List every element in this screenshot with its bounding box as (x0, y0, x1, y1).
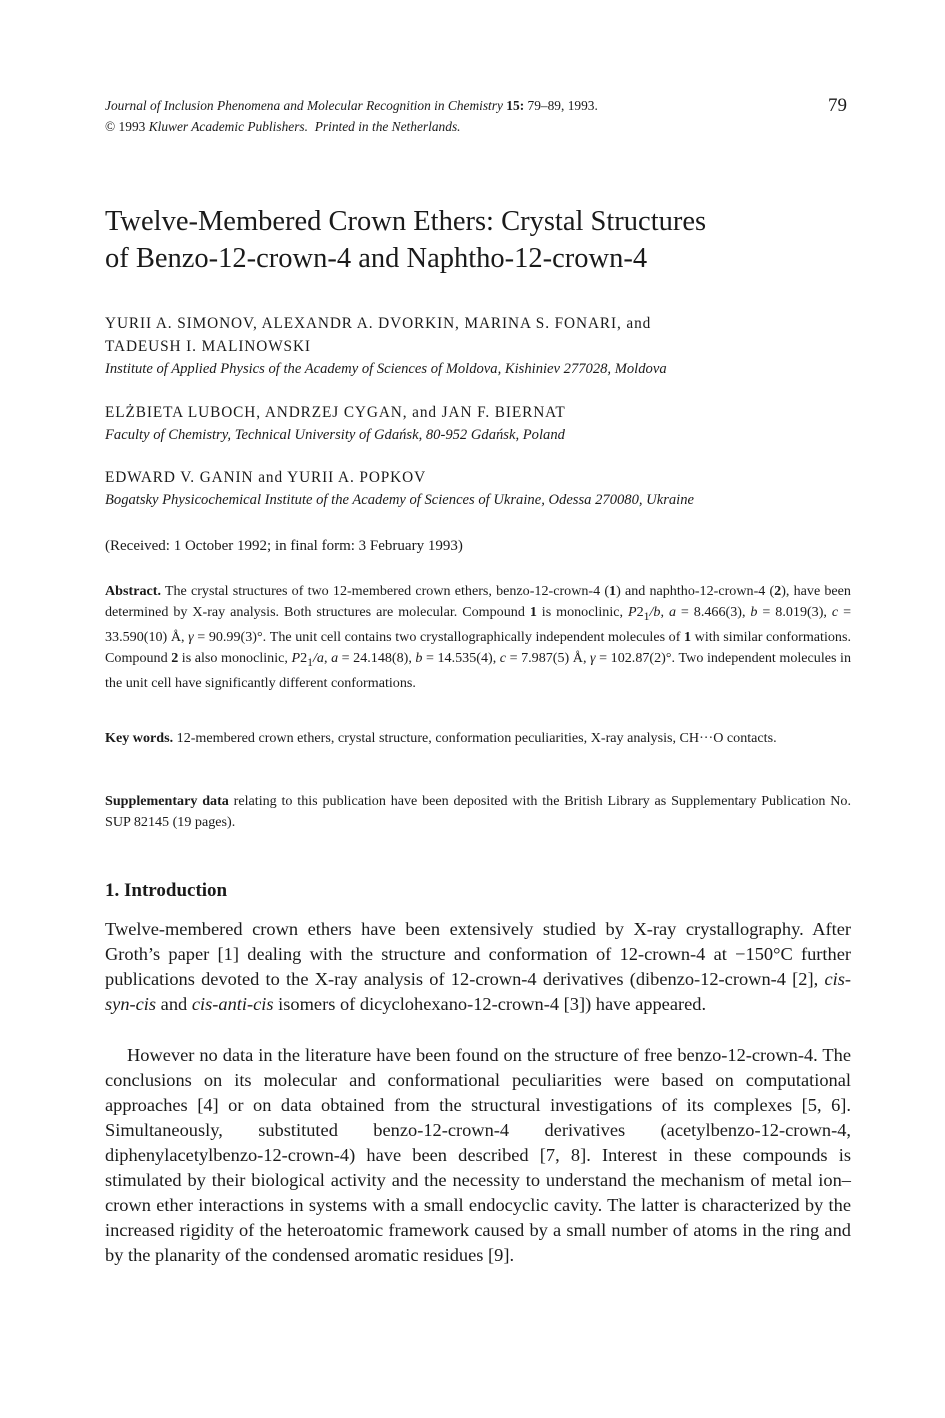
author-names-line: TADEUSH I. MALINOWSKI (105, 338, 311, 355)
abstract-text: with similar conformations. Compound (105, 628, 851, 666)
space-group-subscript: 1 (307, 655, 314, 669)
abstract (105, 581, 851, 694)
cell-parameter-symbol: γ (590, 649, 596, 666)
paragraph-text: and (156, 994, 192, 1014)
author-names: EDWARD V. GANIN and YURII A. POPKOV (105, 469, 427, 486)
space-group-symbol: P (291, 649, 301, 666)
paper-title (105, 203, 865, 277)
cell-parameter-symbol: b (750, 604, 758, 620)
compound-number: 1 (609, 583, 617, 599)
received-dates: (Received: 1 October 1992; in final form: 3 February 1993) (105, 538, 463, 554)
author-names-line: YURII A. SIMONOV, ALEXANDR A. DVORKIN, MARINA S. FONARI, and (105, 315, 652, 332)
title-line-1: Twelve-Membered Crown Ethers: Crystal Structures (105, 206, 707, 237)
space-group-symbol: 2 (636, 604, 644, 620)
author-affiliation: Institute of Applied Physics of the Academy of Sciences of Moldova, Kishiniev 277028, Moldova (105, 361, 667, 377)
copyright-year: 1993 (118, 119, 146, 134)
author-affiliation: Bogatsky Physicochemical Institute of the Academy of Sciences of Ukraine, Odessa 270080, Ukraine (105, 492, 695, 508)
author-group-1 (105, 312, 865, 381)
publisher: Kluwer Academic Publishers. (148, 119, 308, 134)
space-group-symbol: P (627, 604, 637, 620)
abstract-text: = 14.535(4), (422, 649, 500, 666)
compound-number: 2 (774, 583, 782, 599)
author-names: ELŻBIETA LUBOCH, ANDRZEJ CYGAN, and JAN F. BIERNAT (105, 404, 566, 421)
isomer-name: cis-syn-cis (105, 969, 851, 1014)
intro-paragraph-1 (105, 917, 851, 1017)
compound-number: 1 (684, 628, 692, 645)
journal-header (105, 95, 598, 137)
space-group-subscript: 1 (643, 609, 650, 623)
abstract-text: ), have been determined by X-ray analysis. Both structures are molecular. Compound (105, 583, 851, 620)
abstract-text: = 102.87(2)°. Two independent molecules in the unit cell have significantly different conformations. (105, 649, 852, 691)
abstract-text: ) and naphtho-12-crown-4 ( (616, 583, 775, 599)
abstract-text: = 90.99(3)°. The unit cell contains two crystallographically independent molecules of (193, 628, 685, 645)
cell-parameter-symbol: γ (188, 628, 194, 645)
abstract-text: The crystal structures of two 12-membered crown ethers, benzo-12-crown-4 ( (160, 583, 610, 599)
section-heading-introduction: 1. Introduction (105, 880, 228, 901)
page-number: 79 (828, 95, 847, 116)
space-group-symbol: /b (649, 604, 661, 620)
paragraph-text: Twelve-membered crown ethers have been extensively studied by X-ray crystallography. After Groth’s paper [1] dealing with the structure and conformation of 12-crown-4 at −150°C further publications devoted to the X-ray analysis of 12-crown-4 derivatives (dibenzo-12-crown-4 [2], (105, 919, 851, 989)
title-line-2: of Benzo-12-crown-4 and Naphtho-12-crown-4 (105, 243, 648, 274)
keywords-label: Key words. (105, 730, 174, 746)
isomer-name: cis-anti-cis (191, 994, 274, 1014)
abstract-text: = 24.148(8), (338, 649, 416, 666)
abstract-text: = 8.019(3), (757, 604, 832, 620)
journal-pages-year: 79–89, 1993. (527, 98, 598, 113)
cell-parameter-symbol: a (331, 649, 339, 666)
journal-name: Journal of Inclusion Phenomena and Molecular Recognition in Chemistry (105, 98, 503, 113)
abstract-text: is also monoclinic, (178, 649, 292, 666)
journal-citation (105, 95, 598, 116)
compound-number: 2 (171, 649, 179, 666)
abstract-text: = 7.987(5) Å, (506, 649, 591, 666)
abstract-text: , (323, 649, 332, 666)
journal-volume: 15: (506, 98, 525, 113)
supplementary-label: Supplementary data (105, 793, 229, 809)
keywords (105, 728, 851, 749)
copyright-symbol: © (105, 119, 116, 134)
compound-number: 1 (529, 604, 537, 620)
space-group-symbol: 2 (300, 649, 308, 666)
supplementary-data (105, 791, 851, 833)
intro-paragraph-2: However no data in the literature have been found on the structure of free benzo-12-crown-4. The conclusions on its molecular and conformational peculiarities were based on computational approaches [4] or on data obtained from the structural investigations of its complexes [5, 6]. Simultaneously, substituted benzo-12-crown-4 derivatives (acetylbenzo-12-crown-4, diphenylacetylbenzo-12-crown-4) have been described [7, 8]. Interest in these compounds is stimulated by their biological activity and the necessity to understand the mechanism of metal ion–crown ether interactions in systems with a small endocyclic cavity. The latter is characterized by the increased rigidity of the heteroatomic framework caused by a small number of atoms in the ring and by the planarity of the condensed aromatic residues [9]. (105, 1045, 851, 1265)
keywords-text: 12-membered crown ethers, crystal structure, conformation peculiarities, X-ray analysis, CH···O contacts. (173, 730, 777, 746)
abstract-text: = 33.590(10) Å, (105, 604, 852, 645)
author-names (105, 312, 865, 358)
space-group-symbol: /a (313, 649, 324, 666)
printed-in: Printed in the Netherlands. (314, 119, 461, 134)
author-group-3 (105, 466, 865, 512)
copyright-line (105, 116, 598, 137)
author-affiliation: Faculty of Chemistry, Technical University of Gdańsk, 80-952 Gdańsk, Poland (105, 427, 565, 443)
supplementary-text: relating to this publication have been deposited with the British Library as Supplementary Publication No. SUP 82145 (19 pages). (105, 793, 851, 830)
author-group-2 (105, 401, 865, 447)
cell-parameter-symbol: a (668, 604, 676, 620)
cell-parameter-symbol: b (415, 649, 423, 666)
abstract-text: is monoclinic, (536, 604, 628, 620)
cell-parameter-symbol: c (831, 604, 839, 620)
abstract-text: = 8.466(3), (676, 604, 751, 620)
paragraph-text: isomers of dicyclohexano-12-crown-4 [3]) have appeared. (273, 994, 707, 1014)
abstract-label: Abstract. (105, 583, 161, 599)
abstract-text: , (660, 604, 669, 620)
cell-parameter-symbol: c (499, 649, 507, 666)
